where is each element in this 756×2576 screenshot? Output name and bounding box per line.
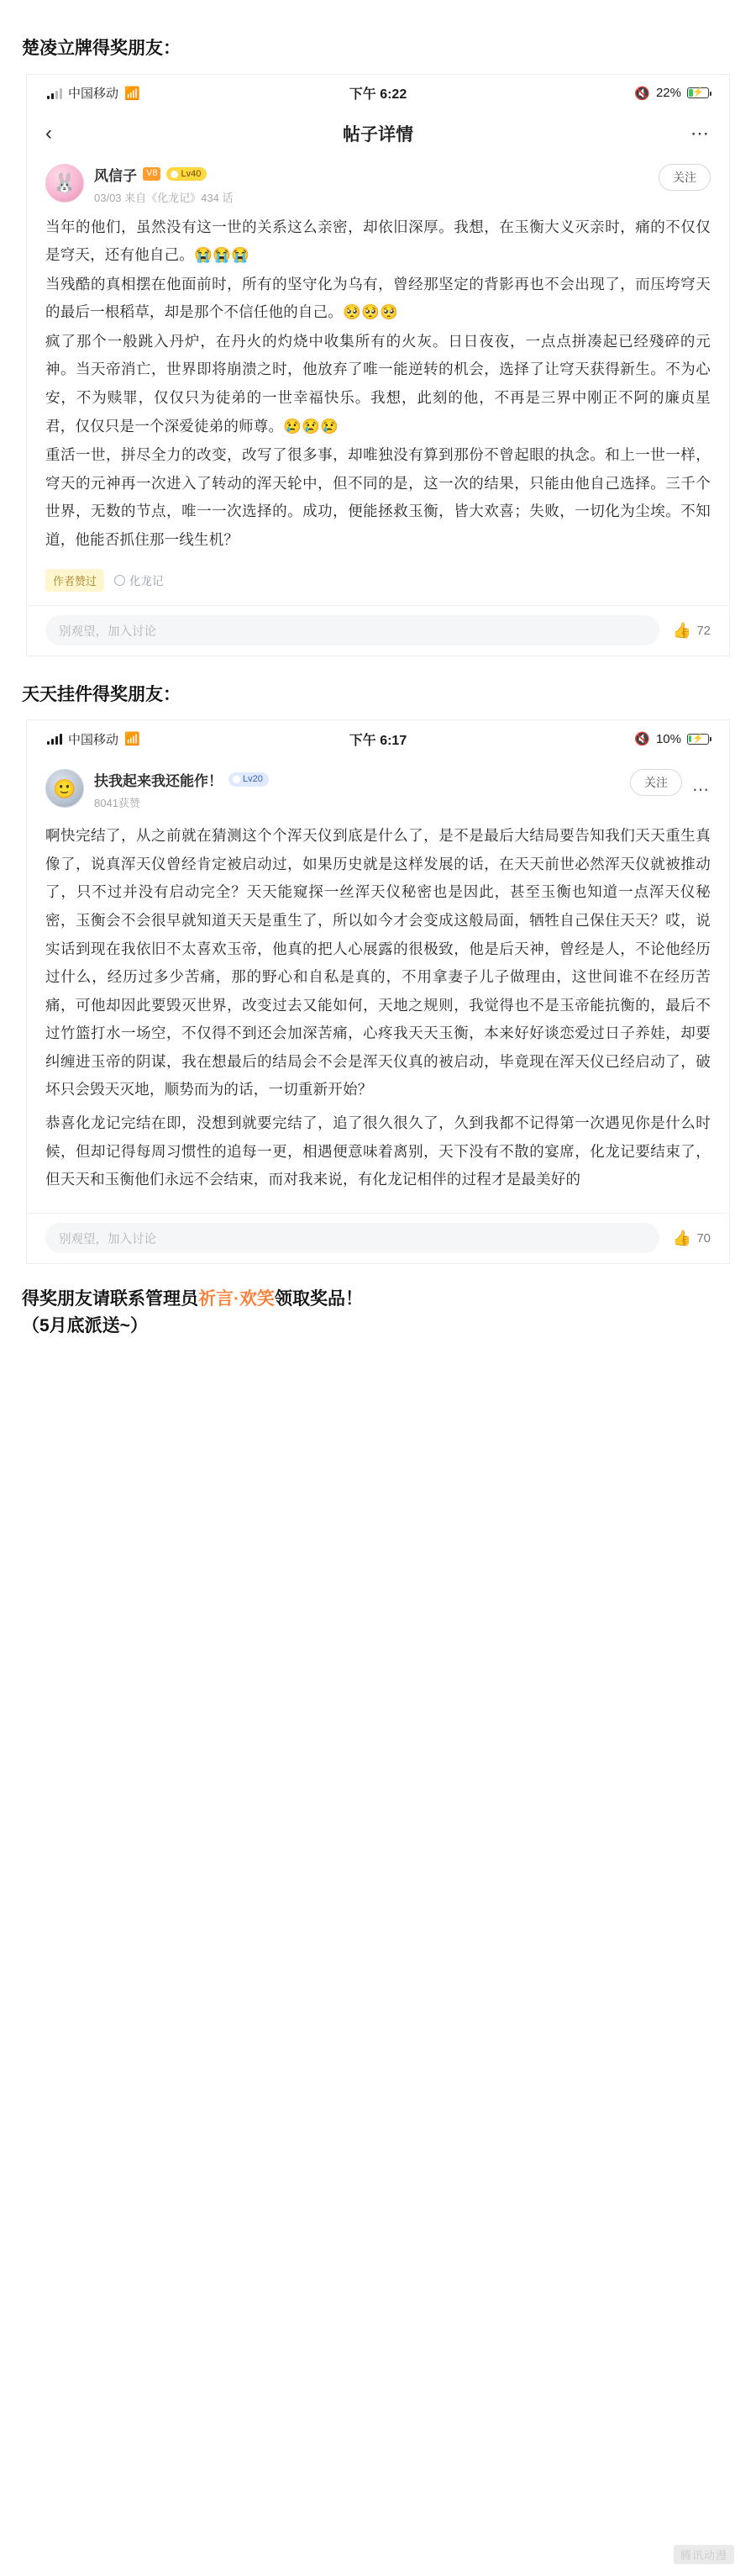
battery-icon: ⚡	[687, 87, 709, 98]
status-clock: 下午 6:22	[349, 87, 407, 102]
author-name: 扶我起来我还能作！	[94, 773, 223, 790]
battery-icon: ⚡	[687, 734, 709, 745]
wifi-icon: 📶	[124, 732, 140, 747]
battery-percent-label: 10%	[655, 731, 681, 746]
post-author-info	[94, 769, 622, 810]
author-liked-badge: 作者赞过	[45, 569, 104, 592]
like-count: 72	[696, 623, 711, 638]
post-author-info	[94, 164, 650, 205]
post-body-2	[27, 815, 729, 1194]
more-options-button[interactable]: ⋯	[690, 122, 711, 144]
watermark: 腾讯动漫	[674, 2545, 734, 2564]
bottom-bar-1	[27, 605, 729, 656]
post-meta: 03/03 来自《化龙记》434 话	[94, 191, 234, 204]
like-button[interactable]	[673, 622, 711, 640]
follow-button[interactable]: 关注	[630, 769, 682, 796]
thumbs-up-icon: 👍	[672, 621, 692, 639]
footer-line-1	[22, 1286, 734, 1314]
nav-bar-1	[27, 112, 729, 155]
back-button[interactable]: ‹	[45, 121, 52, 145]
status-right-group-2	[634, 731, 709, 746]
wifi-icon: 📶	[124, 86, 140, 101]
footer-note	[0, 1264, 756, 1341]
level-badge-dot	[171, 171, 178, 178]
page-title: 帖子详情	[343, 124, 413, 145]
comment-input[interactable]: 别观望，加入讨论	[45, 615, 659, 645]
status-bar-2	[27, 720, 729, 757]
author-name: 风信子	[94, 167, 137, 184]
battery-percent-label: 22%	[655, 86, 681, 100]
bottom-bar-2	[27, 1213, 729, 1263]
post-paragraph: 当年的他们，虽然没有这一世的关系这么亲密，却依旧深厚。我想，在玉衡大义灭亲时，痛的不仅仅是穹天，还有他自己。😭😭😭	[45, 218, 711, 264]
mute-icon: 🔇	[634, 86, 650, 101]
avatar-emoji: 🐰	[53, 172, 76, 194]
level-badge	[166, 167, 207, 182]
author-name-row	[94, 769, 622, 790]
avatar-emoji: 🙂	[53, 778, 76, 799]
topic-tag-label: 化龙记	[129, 575, 164, 588]
level-badge-label: Lv20	[243, 774, 263, 785]
level-badge	[228, 772, 269, 787]
author-name-row	[94, 164, 650, 185]
status-clock: 下午 6:17	[349, 733, 407, 748]
level-badge-label: Lv40	[181, 168, 202, 179]
post-paragraph: 恭喜化龙记完结在即，没想到就要完结了，追了很久很久了，久到我都不记得第一次遇见你是什么时候，但却记得每周习惯性的追每一更，相遇便意味着离别，天下没有不散的宴席，化龙记要结束了，但天天和玉衡他们永远不会结束，而对我来说，有化龙记相伴的过程才是最美好的	[45, 1114, 711, 1188]
post-paragraph: 当残酷的真相摆在他面前时，所有的坚守化为乌有，曾经那坚定的背影再也不会出现了，而压垮穹天的最后一根稻草，却是那个不信任他的自己。🥺🥺🥺	[45, 275, 711, 321]
vip-badge: V8	[143, 167, 160, 181]
comment-input[interactable]: 别观望，加入讨论	[45, 1223, 659, 1253]
like-count: 70	[696, 1230, 711, 1246]
mute-icon: 🔇	[634, 732, 650, 747]
follow-button[interactable]: 关注	[659, 164, 711, 191]
post-meta: 8041获赞	[94, 797, 140, 810]
avatar[interactable]	[45, 769, 84, 808]
section-heading-2: 天天挂件得奖朋友：	[22, 684, 181, 704]
status-right-group-1	[634, 86, 709, 101]
footer-line-2: （5月底派送~）	[22, 1316, 148, 1336]
post-tag-row-1	[27, 556, 729, 592]
status-left-group-1	[47, 84, 140, 102]
section-heading-1: 楚凌立牌得奖朋友：	[22, 39, 181, 58]
carrier-label: 中国移动	[68, 87, 119, 101]
post-paragraph: 疯了那个一般跳入丹炉，在丹火的灼烧中收集所有的火灰。日日夜夜，一点点拼凑起已经殘碎的元神。当天帝消亡，世界即将崩溃之时，他放弃了唯一能逆转的机会，选择了让穹天获得新生。不为心安，不为赎罪，仅仅只为徒弟的一世幸福快乐。我想，此刻的他，不再是三界中刚正不阿的廉贞星君，仅仅只是一个深爱徒弟的师尊。😢😢😢	[45, 332, 711, 435]
signal-icon	[47, 87, 62, 99]
post-paragraph: 啊快完结了，从之前就在猜测这个个浑天仪到底是什么了，是不是最后大结局要告知我们天天重生真像了，说真浑天仪曾经肯定被启动过，如果历史就是这样发展的话，在天天前世必然浑天仪就被推动了，只不过并没有启动完全？天天能窥探一丝浑天仪秘密也是因此，甚至玉衡也知道一点浑天仪秘密，玉衡会不会很早就知道天天是重生了，所以如今才会变成这般局面，牺牲自己保住天天？哎，说实话到现在我依旧不太喜欢玉帝，他真的把人心展露的很极致，他是后天神，曾经是人，不论他经历过什么，经历过多少苦痛，那的野心和自私是真的，不用拿妻子儿子做理由，这世间谁不在经历苦痛，可他却因此要毁灭世界，改变过去又能如何，天地之规则，我觉得也不是玉帝能抗衡的，最后不过竹篮打水一场空，不仅得不到还会加深苦痛，心疼我天天玉衡，本来好好谈恋爱过日子养娃，却要纠缠进玉帝的阴谋，我在想最后的结局会不会是浑天仪真的被启动，毕竟现在浑天仪已经启动了，破坏只会毁天灭地，顺势而为的话，一切重新开始？	[45, 827, 711, 1098]
level-badge-dot	[233, 776, 240, 783]
thumbs-up-icon: 👍	[672, 1229, 692, 1246]
post-header-1	[27, 155, 729, 210]
status-left-group-2	[47, 730, 140, 748]
more-options-button[interactable]: ⋯	[692, 781, 711, 800]
admin-name: 祈言·欢笑	[198, 1288, 275, 1309]
post-paragraph: 重活一世，拼尽全力的改变，改写了很多事，却唯独没有算到那份不曾起眼的执念。和上一世一样，穹天的元神再一次进入了转动的浑天轮中，但不同的是，这一次的结果，只能由他自己选择。三千个世界，无数的节点，唯一一次选择的。成功，便能拯救玉衡，皆大欢喜；失败，一切化为尘埃。不知道，他能否抓住那一线生机？	[45, 446, 711, 549]
footer-text-pre: 得奖朋友请联系管理员	[22, 1288, 198, 1309]
avatar[interactable]	[45, 164, 84, 203]
globe-icon	[114, 575, 125, 586]
like-button[interactable]	[673, 1230, 711, 1247]
screenshot-post-detail-2	[26, 719, 730, 1264]
screenshot-post-detail-1	[26, 74, 730, 656]
topic-tag[interactable]	[114, 572, 164, 588]
footer-text-post: 领取奖品！	[275, 1288, 363, 1309]
carrier-label: 中国移动	[68, 732, 119, 747]
signal-icon	[47, 733, 62, 745]
post-body-1	[27, 210, 729, 555]
status-bar-1	[27, 75, 729, 112]
post-header-2	[27, 757, 729, 815]
